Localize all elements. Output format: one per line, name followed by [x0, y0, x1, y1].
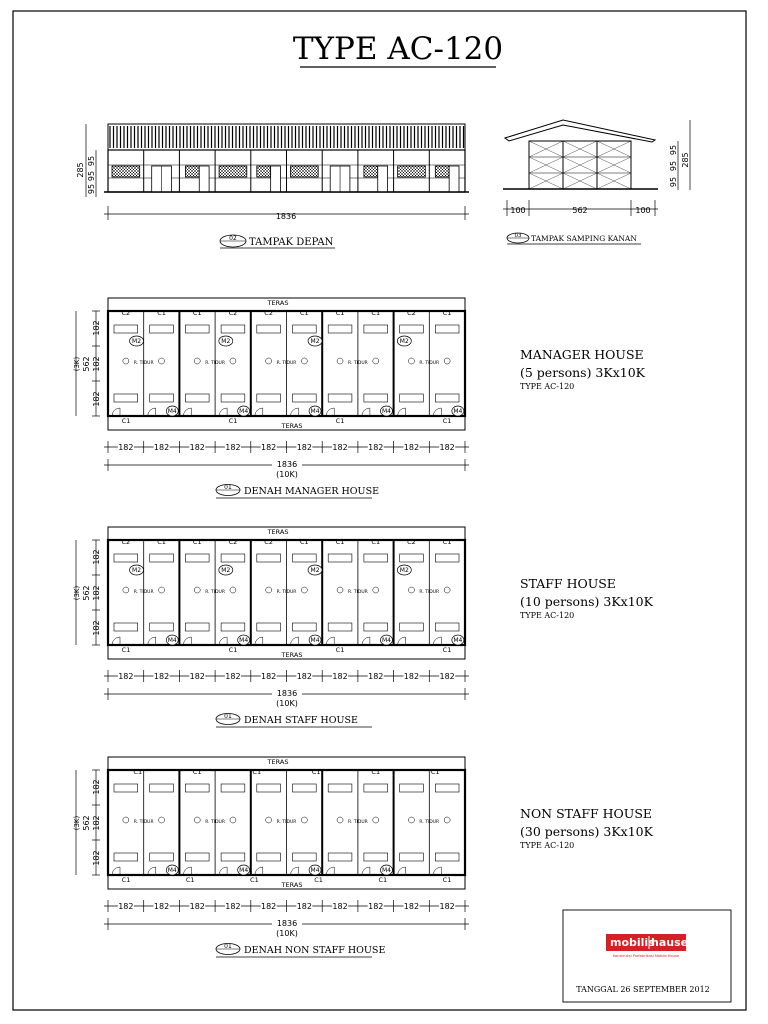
window-code-bottom: C1 [442, 417, 452, 425]
room-tag: M2 [132, 338, 142, 345]
teras-bottom: TERAS [281, 651, 303, 659]
left-total: 562 [82, 356, 91, 372]
door-tag: M4 [381, 637, 391, 644]
module-dim: 182 [225, 443, 241, 452]
window-code-top: C2 [264, 538, 273, 546]
room-label: R. TIDUR [419, 820, 440, 825]
window-code-top: C2 [228, 538, 238, 546]
module-dim: 182 [261, 672, 277, 681]
window-code-top: C1 [300, 309, 309, 317]
left-dim-bottom: 182 [92, 620, 101, 636]
door-tag: M4 [453, 637, 463, 644]
door-tag: M4 [453, 408, 463, 415]
module-dim: 182 [261, 902, 277, 911]
house-name: MANAGER HOUSE [520, 347, 644, 362]
front-total-height: 285 [76, 162, 85, 178]
house-name: NON STAFF HOUSE [520, 806, 653, 821]
room-label: R. TIDUR [133, 820, 154, 825]
front-height-dim-3: 95 [87, 183, 96, 195]
module-dim: 182 [296, 902, 312, 911]
left-dim-mid: 182 [92, 585, 101, 601]
module-dim: 182 [403, 443, 420, 452]
sheet-title: TYPE AC-120 [292, 31, 504, 67]
left-total-k: (3K) [73, 585, 81, 601]
window-code-bottom: C1 [442, 646, 452, 654]
side-width-dim-3: 100 [635, 206, 651, 215]
logo-tagline: Konstruksi Prefabrikasi Mobile House [612, 954, 680, 958]
module-dim: 182 [118, 902, 134, 911]
front-modules [108, 150, 459, 192]
front-elevation [76, 124, 469, 221]
house-type: TYPE AC-120 [520, 382, 575, 391]
door-tag: M4 [239, 408, 249, 415]
window-code-top: C1 [371, 768, 381, 776]
house-name: STAFF HOUSE [520, 576, 616, 591]
left-total: 562 [82, 815, 91, 831]
window-code-bottom: C1 [121, 417, 131, 425]
module-dim: 182 [439, 902, 455, 911]
window-code-top: C2 [121, 538, 131, 546]
module-dim: 182 [189, 443, 205, 452]
module-dim: 182 [403, 902, 420, 911]
window-code-top: C1 [371, 538, 381, 546]
teras-top: TERAS [267, 528, 289, 536]
window-code-top: C1 [335, 309, 345, 317]
left-dim-bottom: 182 [92, 850, 101, 866]
module-dim: 182 [368, 443, 384, 452]
window-code-bottom: C1 [228, 646, 238, 654]
door-tag: M4 [167, 867, 177, 874]
room-label: R. TIDUR [419, 590, 440, 595]
side-total-height: 285 [681, 152, 690, 168]
window-code-top: C1 [252, 768, 262, 776]
room-label: R. TIDUR [348, 590, 368, 595]
house-capacity: (5 persons) 3Kx10K [520, 365, 646, 380]
window-code-bottom: C1 [250, 876, 259, 884]
room-label: R. TIDUR [348, 361, 368, 366]
roof-corrugation [110, 126, 464, 148]
side-elevation-label [507, 233, 641, 244]
module-dim: 182 [439, 443, 455, 452]
house-capacity: (10 persons) 3Kx10K [520, 594, 653, 609]
window-code-bottom: C1 [185, 876, 195, 884]
total-dim: 1836 [276, 919, 298, 928]
module-dim: 182 [368, 902, 384, 911]
front-elevation-label [220, 235, 335, 248]
window-code-top: C1 [157, 309, 166, 317]
left-dim-bottom: 182 [92, 391, 101, 407]
room-label: R. TIDUR [133, 590, 154, 595]
module-dim: 182 [368, 672, 384, 681]
door-tag: M4 [239, 637, 249, 644]
window-code-top: C1 [192, 538, 202, 546]
module-dim: 182 [225, 672, 241, 681]
plan-1 [73, 298, 646, 498]
teras-top: TERAS [267, 299, 289, 307]
logo-left: mobilis [610, 936, 655, 949]
plan-badge: 01 [224, 943, 232, 950]
module-dim: 182 [332, 672, 348, 681]
door-tag: M4 [239, 867, 249, 874]
total-dim-k: (10K) [276, 470, 298, 479]
front-elevation-badge: 02 [229, 235, 237, 242]
module-dim: 182 [332, 902, 348, 911]
module-dim: 182 [261, 443, 277, 452]
room-tag: M2 [310, 567, 320, 574]
door-tag: M4 [381, 408, 391, 415]
house-type: TYPE AC-120 [520, 841, 575, 850]
side-height-dim-3: 95 [669, 176, 678, 188]
left-total-k: (3K) [73, 815, 81, 831]
room-label: R. TIDUR [276, 820, 297, 825]
side-elevation-title: TAMPAK SAMPING KANAN [531, 234, 637, 243]
room-label: R. TIDUR [348, 820, 368, 825]
window-code-top: C1 [311, 768, 321, 776]
room-label: R. TIDUR [205, 590, 225, 595]
left-dim: 182 [92, 320, 101, 336]
side-elevation-badge: 03 [514, 233, 522, 239]
window-code-top: C2 [407, 538, 416, 546]
window-code-top: C2 [228, 309, 238, 317]
front-elevation-title: TAMPAK DEPAN [249, 237, 334, 248]
module-dim: 182 [153, 443, 170, 452]
left-dim: 182 [92, 779, 101, 795]
module-dim: 182 [153, 672, 170, 681]
window-code-top: C1 [442, 538, 452, 546]
room-label: R. TIDUR [419, 361, 440, 366]
door-tag: M4 [310, 637, 320, 644]
window-code-top: C1 [192, 768, 202, 776]
front-width-dim: 1836 [275, 212, 297, 221]
title-block [563, 910, 731, 1002]
window-code-bottom: C1 [121, 646, 131, 654]
room-label: R. TIDUR [205, 820, 225, 825]
window-code-top: C1 [371, 309, 381, 317]
plan-title: DENAH STAFF HOUSE [244, 715, 358, 726]
window-code-top: C1 [335, 538, 345, 546]
window-code-top: C2 [264, 309, 273, 317]
room-label: R. TIDUR [276, 590, 297, 595]
window-code-bottom: C1 [378, 876, 388, 884]
window-code-top: C2 [407, 309, 416, 317]
front-height-dim-1: 95 [87, 155, 96, 167]
window-code-top: C1 [192, 309, 202, 317]
module-dim: 182 [189, 902, 205, 911]
left-total: 562 [82, 585, 91, 601]
window-code-bottom: C1 [121, 876, 131, 884]
window-code-top: C1 [133, 768, 143, 776]
module-dim: 182 [189, 672, 205, 681]
house-capacity: (30 persons) 3Kx10K [520, 824, 653, 839]
module-dim: 182 [439, 672, 455, 681]
front-height-dim-2: 95 [87, 170, 96, 182]
left-dim-mid: 182 [92, 356, 101, 372]
module-dim: 182 [225, 902, 241, 911]
room-tag: M2 [132, 567, 142, 574]
room-label: R. TIDUR [133, 361, 154, 366]
module-dim: 182 [296, 672, 312, 681]
room-tag: M2 [310, 338, 320, 345]
house-type: TYPE AC-120 [520, 611, 575, 620]
logo-right: hausen [651, 936, 696, 949]
door-tag: M4 [167, 408, 177, 415]
left-dim-mid: 182 [92, 815, 101, 831]
window-code-bottom: C1 [335, 646, 345, 654]
module-dim: 182 [332, 443, 348, 452]
room-tag: M2 [221, 567, 231, 574]
window-code-top: C2 [121, 309, 131, 317]
total-dim-k: (10K) [276, 929, 298, 938]
plan-title: DENAH NON STAFF HOUSE [244, 945, 386, 956]
total-dim-k: (10K) [276, 699, 298, 708]
plan-2 [73, 527, 654, 727]
room-tag: M2 [221, 338, 231, 345]
door-tag: M4 [310, 408, 320, 415]
side-width-dim-1: 100 [510, 206, 526, 215]
teras-bottom: TERAS [281, 881, 303, 889]
window-code-top: C1 [300, 538, 309, 546]
room-tag: M2 [399, 567, 409, 574]
module-dim: 182 [296, 443, 312, 452]
door-tag: M4 [310, 867, 320, 874]
window-code-top: C1 [157, 538, 166, 546]
room-tag: M2 [399, 338, 409, 345]
module-dim: 182 [153, 902, 170, 911]
door-tag: M4 [381, 867, 391, 874]
window-code-top: C1 [442, 309, 452, 317]
module-dim: 182 [403, 672, 420, 681]
teras-bottom: TERAS [281, 422, 303, 430]
window-code-bottom: C1 [228, 417, 238, 425]
window-code-bottom: C1 [314, 876, 323, 884]
plan-title: DENAH MANAGER HOUSE [244, 486, 380, 497]
total-dim: 1836 [276, 689, 298, 698]
window-code-bottom: C1 [335, 417, 345, 425]
plan-badge: 01 [224, 713, 232, 720]
teras-top: TERAS [267, 758, 289, 766]
window-code-bottom: C1 [442, 876, 452, 884]
side-height-dim-1: 95 [669, 144, 678, 156]
window-code-top: C1 [430, 768, 440, 776]
left-dim: 182 [92, 549, 101, 565]
side-elevation [503, 120, 690, 216]
total-dim: 1836 [276, 460, 298, 469]
room-label: R. TIDUR [276, 361, 297, 366]
drawing-date: TANGGAL 26 SEPTEMBER 2012 [576, 985, 710, 994]
module-dim: 182 [118, 672, 134, 681]
room-label: R. TIDUR [205, 361, 225, 366]
plan-3 [73, 757, 654, 957]
door-tag: M4 [167, 637, 177, 644]
module-dim: 182 [118, 443, 134, 452]
side-height-dim-2: 95 [669, 160, 678, 172]
left-total-k: (3K) [73, 356, 81, 372]
plan-badge: 01 [224, 484, 232, 491]
side-width-dim-2: 562 [572, 206, 588, 215]
